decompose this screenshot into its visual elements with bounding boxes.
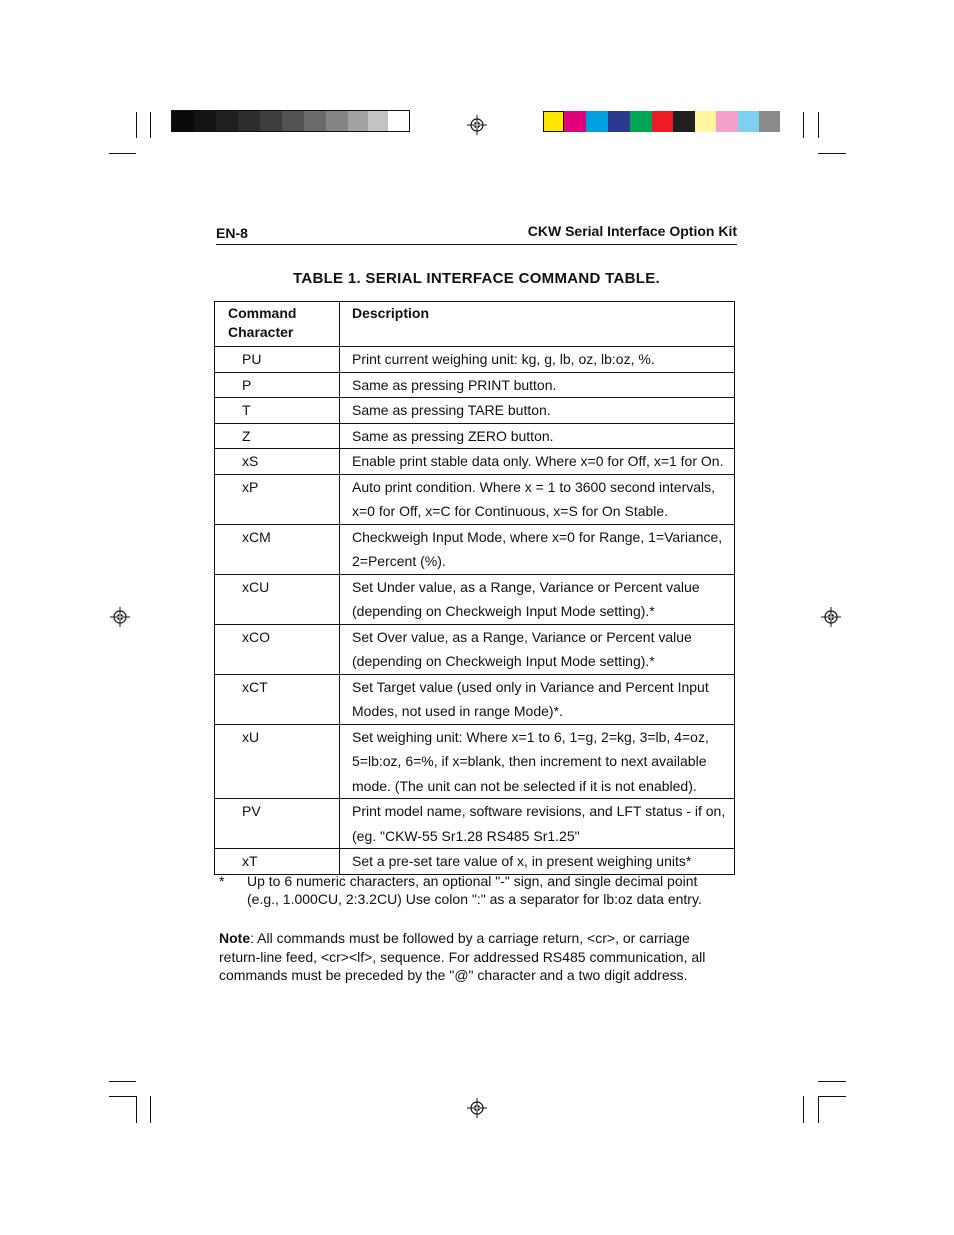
description-cell: Set Over value, as a Range, Variance or Percent value (depending on Checkweigh Input Mode setting).*	[340, 624, 735, 674]
header-command: Command Character	[215, 302, 340, 347]
registration-mark-icon	[110, 607, 130, 627]
color-swatch	[738, 111, 759, 132]
note-text: : All commands must be followed by a carriage return, <cr>, or carriage return-line feed, <cr><lf>, sequence. For addressed RS485 communication, all commands must be preceded by the "@" character and a two digit address.	[219, 930, 706, 983]
page-number: EN-8	[216, 225, 248, 241]
table-row	[215, 799, 735, 849]
description-cell: Auto print condition. Where x = 1 to 3600 second intervals, x=0 for Off, x=C for Continuous, x=S for On Stable.	[340, 474, 735, 524]
table-row	[215, 624, 735, 674]
footnote-marker: *	[219, 873, 225, 889]
command-cell: PU	[215, 347, 340, 373]
description-cell: Set Target value (used only in Variance and Percent Input Modes, not used in range Mode)*.	[340, 674, 735, 724]
description-cell: Set weighing unit: Where x=1 to 6, 1=g, 2=kg, 3=lb, 4=oz, 5=lb:oz, 6=%, if x=blank, then increment to next available mode. (The unit can not be selected if it is not enabled).	[340, 724, 735, 799]
description-cell: Same as pressing TARE button.	[340, 398, 735, 424]
table-row	[215, 474, 735, 524]
note-label: Note	[219, 930, 251, 946]
registration-mark-icon	[821, 607, 841, 627]
header-rule	[216, 244, 737, 245]
table-row	[215, 849, 735, 875]
color-swatch	[652, 111, 673, 132]
command-cell: xP	[215, 474, 340, 524]
command-cell: xCO	[215, 624, 340, 674]
table-row	[215, 449, 735, 475]
color-swatch	[630, 111, 652, 132]
description-cell: Checkweigh Input Mode, where x=0 for Range, 1=Variance, 2=Percent (%).	[340, 524, 735, 574]
command-cell: xCT	[215, 674, 340, 724]
command-cell: Z	[215, 423, 340, 449]
command-table	[214, 301, 735, 875]
description-cell: Print current weighing unit: kg, g, lb, oz, lb:oz, %.	[340, 347, 735, 373]
command-cell: xT	[215, 849, 340, 875]
note-paragraph	[219, 929, 729, 985]
table-row	[215, 398, 735, 424]
color-swatch	[695, 111, 716, 132]
color-swatch	[608, 111, 630, 132]
color-swatch	[586, 111, 608, 132]
command-cell: xCM	[215, 524, 340, 574]
table-row	[215, 724, 735, 799]
table-header-row	[215, 302, 735, 347]
description-cell: Print model name, software revisions, and LFT status - if on, (eg. "CKW-55 Sr1.28 RS485 Sr1.25"	[340, 799, 735, 849]
header-description: Description	[340, 302, 735, 347]
footnote-text: Up to 6 numeric characters, an optional "-" sign, and single decimal point (e.g., 1.000CU, 2:3.2CU) Use colon ":" as a separator for lb:oz data entry.	[247, 873, 702, 907]
table-row	[215, 574, 735, 624]
table-row	[215, 674, 735, 724]
description-cell: Set a pre-set tare value of x, in present weighing units*	[340, 849, 735, 875]
running-title: CKW Serial Interface Option Kit	[527, 223, 737, 239]
color-swatch	[759, 111, 780, 132]
registration-mark-icon	[467, 1098, 487, 1118]
description-cell: Enable print stable data only. Where x=0 for Off, x=1 for On.	[340, 449, 735, 475]
color-swatch	[673, 111, 695, 132]
color-swatch	[716, 111, 738, 132]
command-cell: T	[215, 398, 340, 424]
command-cell: xS	[215, 449, 340, 475]
color-swatch	[543, 111, 564, 132]
command-cell: xU	[215, 724, 340, 799]
description-cell: Set Under value, as a Range, Variance or Percent value (depending on Checkweigh Input Mode setting).*	[340, 574, 735, 624]
table-row	[215, 423, 735, 449]
table-title: TABLE 1. SERIAL INTERFACE COMMAND TABLE.	[292, 270, 660, 287]
table-row	[215, 524, 735, 574]
command-cell: PV	[215, 799, 340, 849]
table-row	[215, 372, 735, 398]
description-cell: Same as pressing PRINT button.	[340, 372, 735, 398]
table-row	[215, 347, 735, 373]
registration-mark-icon	[467, 115, 487, 135]
command-cell: xCU	[215, 574, 340, 624]
color-swatch	[564, 111, 586, 132]
description-cell: Same as pressing ZERO button.	[340, 423, 735, 449]
command-cell: P	[215, 372, 340, 398]
